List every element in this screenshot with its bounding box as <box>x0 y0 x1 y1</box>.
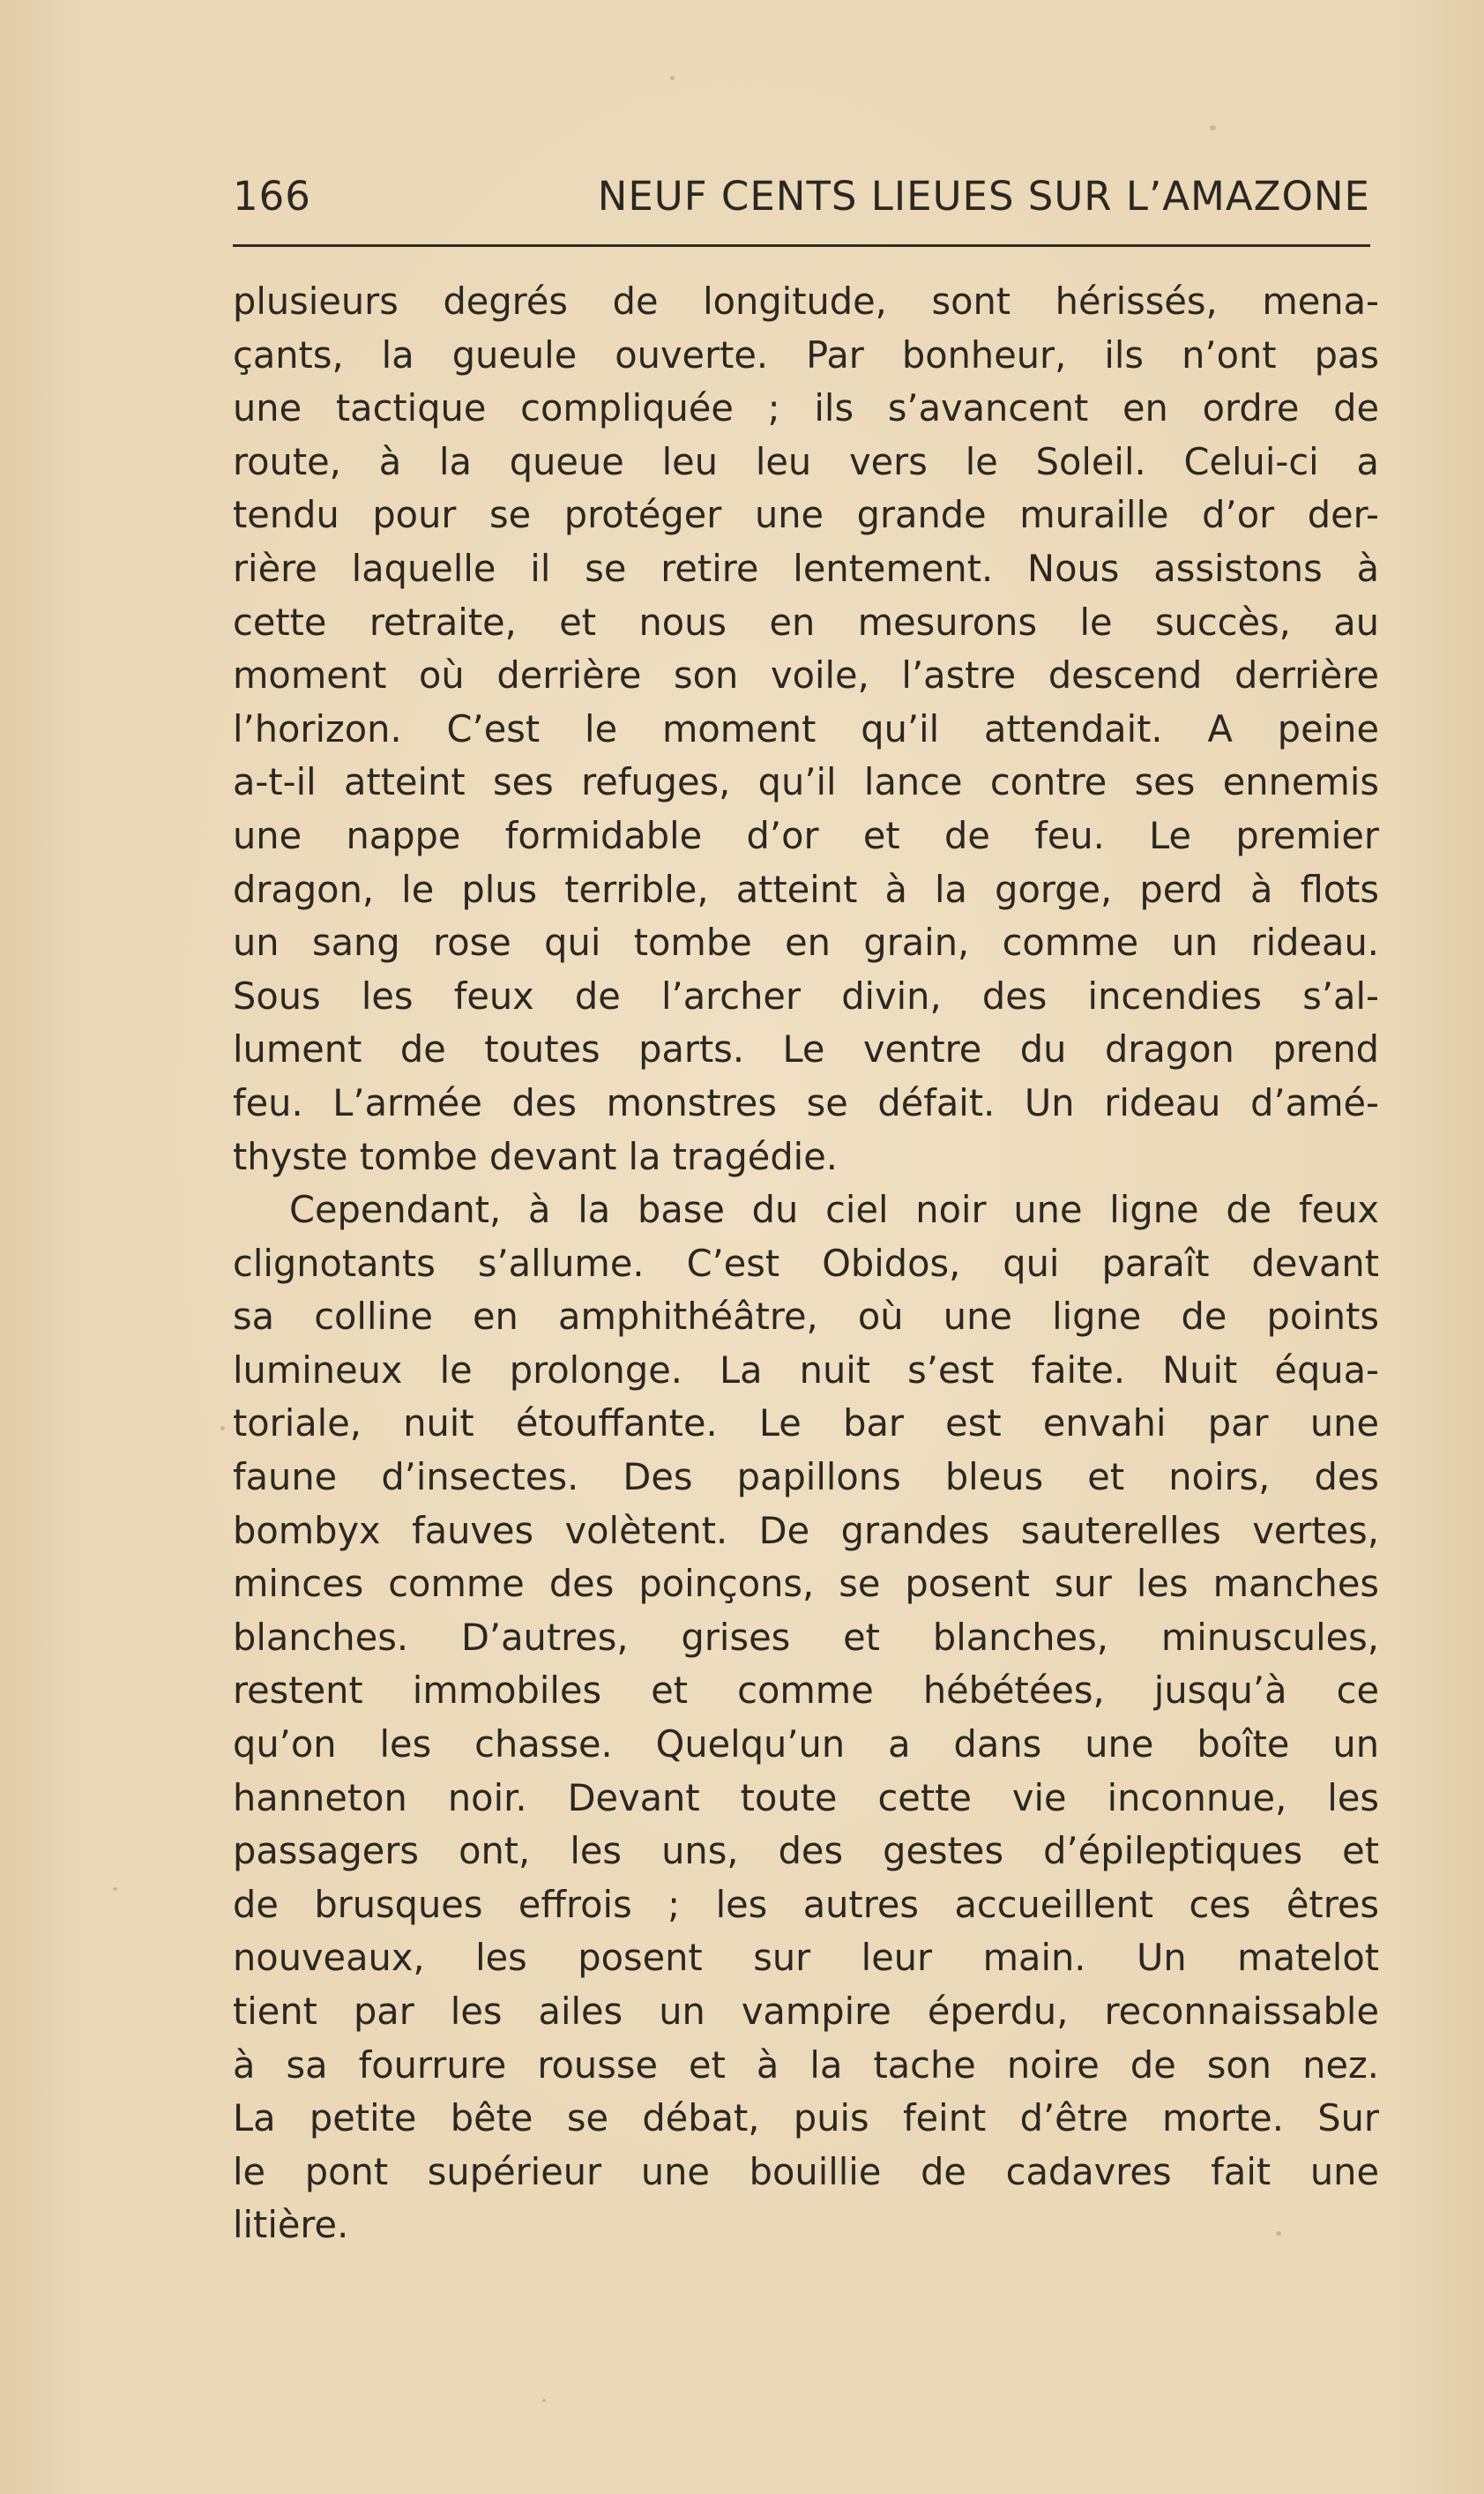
text-line: une tactique compliquée ; ils s’avancent en ordre de <box>233 386 1379 430</box>
body-text <box>233 275 1379 2252</box>
text-line: çants, la gueule ouverte. Par bonheur, ils n’ont pas <box>233 332 1379 377</box>
text-line: moment où derrière son voile, l’astre descend derrière <box>233 653 1379 698</box>
text-line: route, à la queue leu leu vers le Soleil. Celui-ci a <box>233 439 1379 483</box>
text-line: plusieurs degrés de longitude, sont hérissés, mena- <box>233 280 1379 323</box>
text-line: de brusques effrois ; les autres accueillent ces êtres <box>233 1882 1379 1926</box>
text-line: l’horizon. C’est le moment qu’il attendait. A peine <box>233 706 1379 750</box>
paper-speck <box>220 1426 225 1430</box>
paper-speck <box>113 1887 117 1891</box>
text-line: hanneton noir. Devant toute cette vie inconnue, les <box>233 1775 1379 1819</box>
text-line: rière laquelle il se retire lentement. Nous assistons à <box>233 546 1379 590</box>
paper-speck <box>670 76 675 80</box>
text-line: minces comme des poinçons, se posent sur les manches <box>233 1562 1379 1606</box>
text-line: passagers ont, les uns, des gestes d’épileptiques et <box>233 1829 1379 1873</box>
text-line: a-t-il atteint ses refuges, qu’il lance contre ses ennemis <box>233 760 1379 804</box>
paper-speck <box>1210 125 1216 131</box>
text-line: cette retraite, et nous en mesurons le succès, au <box>233 600 1379 644</box>
header-rule <box>233 244 1370 247</box>
text-line: une nappe formidable d’or et de feu. Le premier <box>233 813 1379 857</box>
text-line: tendu pour se protéger une grande muraille d’or der- <box>233 493 1379 537</box>
paper-speck <box>1276 2231 1281 2236</box>
text-line: clignotants s’allume. C’est Obidos, qui paraît devant <box>233 1241 1379 1285</box>
text-line: faune d’insectes. Des papillons bleus et noirs, des <box>233 1455 1379 1499</box>
text-line: qu’on les chasse. Quelqu’un a dans une boîte un <box>233 1722 1379 1766</box>
text-line: un sang rose qui tombe en grain, comme un rideau. <box>233 921 1379 965</box>
text-line: à sa fourrure rousse et à la tache noire de son nez. <box>233 2042 1379 2087</box>
text-line: sa colline en amphithéâtre, où une ligne de points <box>233 1295 1379 1339</box>
text-line: lument de toutes parts. Le ventre du dragon prend <box>233 1027 1379 1072</box>
text-line: lumineux le prolonge. La nuit s’est faite. Nuit équa- <box>233 1348 1379 1392</box>
running-head <box>233 173 1370 229</box>
text-line: le pont supérieur une bouillie de cadavres fait une <box>233 2149 1379 2193</box>
text-line: Sous les feux de l’archer divin, des incendies s’al- <box>233 974 1379 1018</box>
text-line: nouveaux, les posent sur leur main. Un matelot <box>233 1936 1379 1980</box>
text-line: dragon, le plus terrible, atteint à la gorge, perd à flots <box>233 867 1379 911</box>
text-line: restent immobiles et comme hébétées, jusqu’à ce <box>233 1669 1379 1713</box>
paragraph-first-line: Cependant, à la base du ciel noir une ligne de feux <box>289 1188 1379 1232</box>
text-line: bombyx fauves volètent. De grandes sauterelles vertes, <box>233 1508 1379 1552</box>
text-line: toriale, nuit étouffante. Le bar est envahi par une <box>233 1401 1379 1445</box>
paper-speck <box>542 2399 546 2402</box>
text-line: feu. L’armée des monstres se défait. Un rideau d’amé- <box>233 1080 1379 1124</box>
text-line: blanches. D’autres, grises et blanches, minuscules, <box>233 1615 1379 1659</box>
text-line: tient par les ailes un vampire éperdu, reconnaissable <box>233 1990 1379 2033</box>
paragraph-last-line: thyste tombe devant la tragédie. <box>233 1134 838 1178</box>
paragraph-last-line: litière. <box>233 2203 349 2247</box>
text-line: La petite bête se débat, puis feint d’être morte. Sur <box>233 2096 1379 2140</box>
running-title: NEUF CENTS LIEUES SUR L’AMAZONE <box>597 173 1370 220</box>
page-number: 166 <box>233 173 311 220</box>
